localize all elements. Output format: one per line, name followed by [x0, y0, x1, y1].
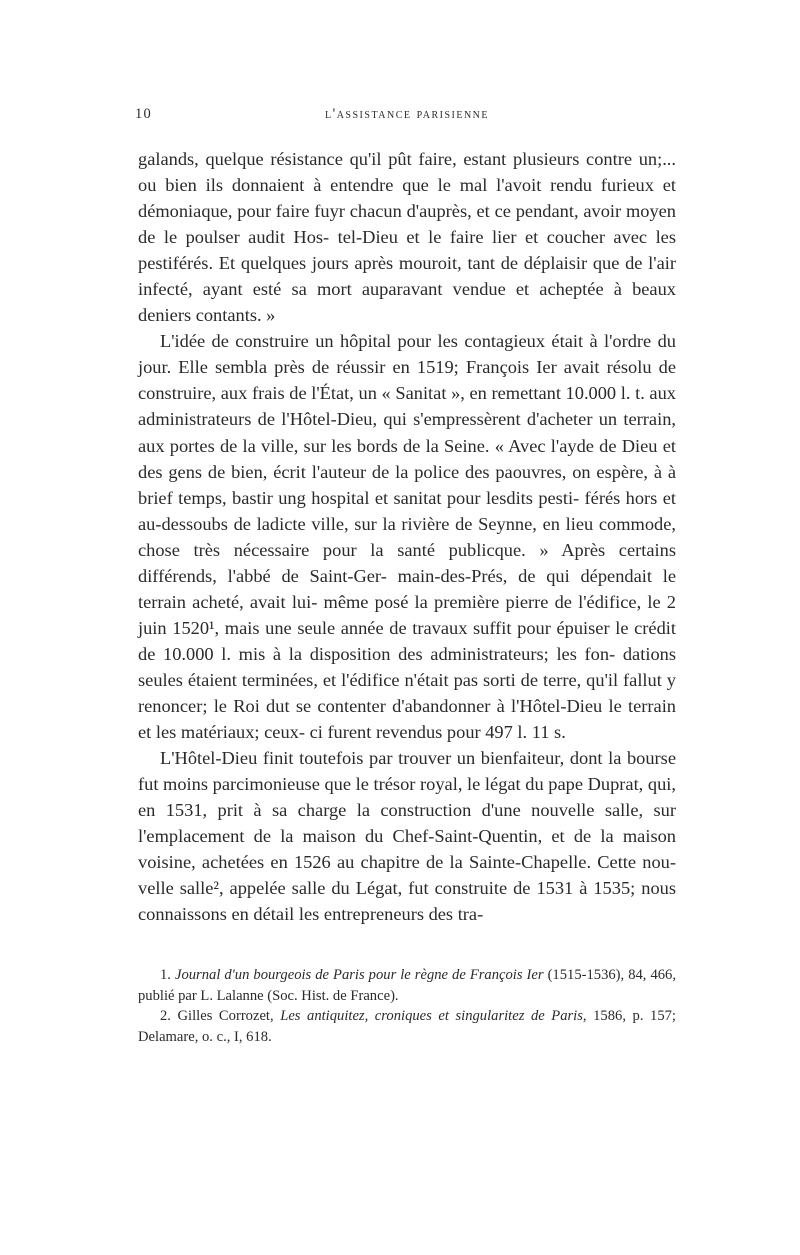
- footnote-title: Journal d'un bourgeois de Paris pour le règne de François Ier: [174, 967, 544, 984]
- footnotes: [138, 965, 676, 1047]
- footnote-text: , 1586, p. 157; Delamare, o. c., I, 618.: [138, 1008, 676, 1045]
- footnote-author: Gilles Corrozet,: [177, 1008, 281, 1025]
- running-title: l'assistance parisienne: [324, 106, 490, 122]
- footnote-number: 2.: [160, 1008, 171, 1025]
- paragraph: L'idée de construire un hôpital pour les contagieux était à l'ordre du jour. Elle sembla près de réussir en 1519; François Ier avait résolu de construire, aux frais de l'État, un « Sanitat », en remettant 10.000 l. t. aux administrateurs de l'Hôtel-Dieu, qui s'empressèrent d'acheter un terrain, aux portes de la ville, sur les bords de la Seine. « Avec l'ayde de Dieu et des gens de bien, écrit l'auteur de la police des paouvres, on espère, à à brief temps, bastir ung hospital et sanitat pour lesdits pesti- férés hors et au-dessoubs de ladicte ville, sur la rivière de Seynne, en lieu commode, chose très nécessaire pour la santé publicque. » Après certains différends, l'abbé de Saint-Ger- main-des-Prés, de qui dépendait le terrain acheté, avait lui- même posé la première pierre de l'édifice, le 2 juin 1520¹, mais une seule année de travaux suffit pour épuiser le crédit de 10.000 l. mis à la disposition des administrateurs; les fon- dations seules étaient terminées, et l'édifice n'était pas sorti de terre, qu'il fallut y renoncer; le Roi dut se contenter d'abandonner à l'Hôtel-Dieu le terrain et les matériaux; ceux- ci furent revendus pour 497 l. 11 s.: [138, 331, 676, 743]
- footnote-text: (1515-1536), 84, 466, publié par L. Lalanne (Soc. Hist. de France).: [138, 967, 676, 1004]
- footnote-title: Les antiquitez, croniques et singularitez de Paris: [280, 1008, 583, 1025]
- paragraph: galands, quelque résistance qu'il pût faire, estant plusieurs contre un;... ou bien ils donnaient à entendre que le mal l'avoit rendu furieux et démoniaque, pour faire fuyr chacun d'auprès, et ce pendant, avoir moyen de le poulser audit Hos- tel-Dieu et le faire lier et coucher avec les pestiférés. Et quelques jours après mouroit, tant de déplaisir que de l'air infecté, ayant esté sa mort auparavant vendue et acheptée à beaux deniers contants. »: [138, 149, 676, 326]
- running-head: [135, 106, 676, 128]
- body-text: [138, 146, 676, 927]
- page-number: 10: [135, 106, 152, 122]
- footnote: [138, 1006, 676, 1047]
- paragraph: L'Hôtel-Dieu finit toutefois par trouver un bienfaiteur, dont la bourse fut moins parcimonieuse que le trésor royal, le légat du pape Duprat, qui, en 1531, prit à sa charge la construction d'une nouvelle salle, sur l'emplacement de la maison du Chef-Saint-Quentin, et de la maison voisine, achetées en 1526 au chapitre de la Sainte-Chapelle. Cette nou- velle salle², appelée salle du Légat, fut construite de 1531 à 1535; nous connaissons en détail les entrepreneurs des tra-: [138, 748, 676, 925]
- page: [135, 106, 676, 1047]
- footnote: [138, 965, 676, 1006]
- footnote-number: 1.: [160, 967, 171, 984]
